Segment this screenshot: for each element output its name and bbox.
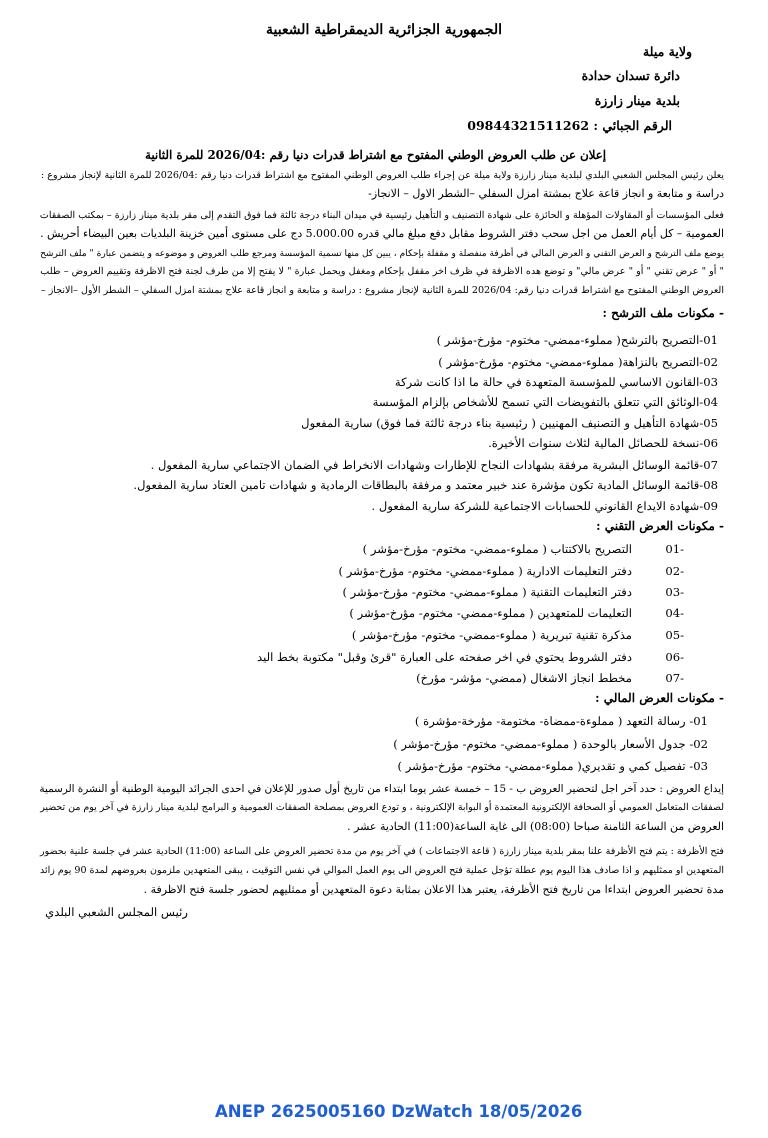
intro-line: يعلن رئيس المجلس الشعبي البلدي لبلدية مينار زارزة ولاية ميلة عن إجراء طلب العروض الوطني المفتوح مع اشتراط قدرات دنيا رقم :2026/04 للمرة الثانية لإنجاز مشروع : [41,170,724,181]
financial-heading: - مكونات العرض المالي : [595,691,724,705]
intro-line: يوضع ملف الترشح و العرض التقني و العرض المالي في أظرفة منفصلة و مقفلة بإحكام ، يبين كل منها تسمية المؤسسة ومرجع طلب العروض و موضوعه و يتضمن عبارة " ملف الترشح [40,249,724,259]
technical-item-number: -06 [665,650,684,664]
technical-item-text: مذكرة تقنية تبريرية ( مملوء-ممضي- مختوم- مؤرخ-مؤشر ) [351,628,632,642]
technical-item-text: دفتر التعليمات التقنية ( مملوء-ممضي- مختوم- مؤرخ-مؤشر ) [342,585,632,599]
technical-item-text: دفتر التعليمات الادارية ( مملوء-ممضي- مختوم- مؤرخ-مؤشر ) [338,564,632,578]
technical-item-number: -02 [665,564,684,578]
intro-line: " أو " عرض تقني " أو " عرض مالي" و توضع هده الاظرفة في ظرف اخر مقفل بإحكام ومغفل ويحمل عبارة " لا يفتح إلا من طرف لجنة فتح الاظرفة وتقييم العروض – طلب [40,266,724,277]
financial-item: 03- تفصيل كمي و تقديري( مملوء-ممضي- مختوم- مؤرخ-مؤشر ) [397,759,708,773]
technical-heading: - مكونات العرض التقني : [596,519,724,533]
technical-item-text: التصريح بالاكتتاب ( مملوء-ممضي- مختوم- مؤرخ-مؤشر ) [362,542,632,556]
candidacy-item: 01-التصريح بالترشح( مملوء-ممضي- مختوم- مؤرخ-مؤشر ) [436,333,718,347]
technical-item-text: التعليمات للمتعهدين ( مملوء-ممضي- مختوم- مؤرخ-مؤشر ) [349,606,632,620]
candidacy-heading: - مكونات ملف الترشح : [602,306,724,320]
candidacy-item: 05-شهادة التأهيل و التصنيف المهنيين ( رئيسية بناء درجة ثالثة فما فوق) سارية المفعول [301,416,718,430]
technical-item-number: -01 [665,542,684,556]
financial-item: 01- رسالة التعهد ( مملوءة-ممضاة- مختومة- مؤرخة-مؤشرة ) [414,714,708,728]
wilaya-name: ولاية ميلة [642,44,692,59]
candidacy-item: 07-قائمة الوسائل البشرية مرفقة بشهادات النجاح للإطارات وشهادات الانخراط في الضمان الاجتماعي سارية المفعول . [150,458,718,472]
candidacy-item: 08-قائمة الوسائل المادية تكون مؤشرة عند خبير معتمد و مرفقة بالبطاقات الرمادية و شهادات تامين العتاد سارية المفعول. [133,478,718,492]
notice-title: إعلان عن طلب العروض الوطني المفتوح مع اشتراط قدرات دنيا رقم :2026/04 للمرة الثانية [145,148,606,162]
publication-reference: ANEP 2625005160 DzWatch 18/05/2026 [215,1102,583,1121]
intro-line: العروض الوطني المفتوح مع اشتراط قدرات دنيا رقم: 2026/04 للمرة الثانية لإنجاز مشروع : دراسة و متابعة و انجاز قاعة علاج بمشتة امزل السفلي – الشطر الأول –الانجاز – [40,285,724,296]
technical-item-text: مخطط انجاز الاشغال (ممضي- مؤشر- مؤرخ) [416,671,632,685]
technical-item-number: -03 [665,585,684,599]
signature-title: رئيس المجلس الشعبي البلدي [45,905,188,919]
deposit-line: لصفقات المتعامل العمومي أو الصحافة الإلكترونية المعتمدة أو البوابة الإلكترونية ، و تودع العروض بمصلحة الصفقات العمومية و البرامج لبلدية مينار زارزة في آخر يوم من تحضير [40,802,724,813]
candidacy-item: 02-التصريح بالنزاهة( مملوء-ممضي- مختوم- مؤرخ-مؤشر ) [438,355,718,369]
opening-line: مدة تحضير العروض ابتداءا من تاريخ فتح الأظرفة، يعتبر هذا الاعلان بمثابة دعوة المتعهدين أو ممثليهم لحضور جلسة فتح الاظرفة . [143,883,724,896]
candidacy-item: 03-القانون الاساسي للمؤسسة المتعهدة في حالة ما اذا كانت شركة [394,375,718,389]
technical-item-number: -04 [665,606,684,620]
opening-line: فتح الأظرفة : يتم فتح الأظرفة علنا بمقر بلدية مينار زارزة ( قاعة الاجتماعات ) في آخر يوم من مدة تحضير العروض على الساعة (11:00) الحادية عشر في جلسة علنية بحضور [40,846,724,857]
daira-name: دائرة تسدان حدادة [581,68,680,83]
deposit-line: العروض من الساعة الثامنة صباحا (08:00) الى غاية الساعة(11:00) الحادية عشر . [347,820,724,833]
fiscal-id: الرقم الجبائي : 09844321511262 [467,118,672,133]
candidacy-item: 04-الوثائق التي تتعلق بالتفويضات التي تسمح للأشخاص بإلزام المؤسسة [372,395,718,409]
intro-line: فعلى المؤسسات أو المقاولات المؤهلة و الحائزة على شهادة التصنيف و التأهيل رئيسية في ميدان البناء درجة ثالثة فما فوق التقدم إلى مقر بلدية مينار زارزة – بمكتب الصفقات [39,210,724,221]
financial-item: 02- جدول الأسعار بالوحدة ( مملوء-ممضي- مختوم- مؤرخ-مؤشر ) [393,737,708,751]
technical-item-number: -07 [665,671,684,685]
technical-item-text: دفتر الشروط يحتوي في اخر صفحته على العبارة "قرئ وقبل" مكتوبة بخط اليد [257,650,632,664]
republic-heading: الجمهورية الجزائرية الديمقراطية الشعبية [265,22,502,38]
commune-name: بلدية مينار زارزة [594,93,680,108]
technical-item-number: -05 [665,628,684,642]
candidacy-item: 06-نسخة للحصائل المالية لثلاث سنوات الأخيرة. [488,436,718,450]
intro-line: دراسة و متابعة و انجاز قاعة علاج بمشتة امزل السفلي –الشطر الاول – الانجاز- [368,187,724,200]
deposit-line: إيداع العروض : حدد آخر اجل لتحضير العروض ب - 15 – خمسة عشر يوما ابتداء من تاريخ أول صدور للإعلان في احدى الجرائد اليومية الوطنية أو النشرة الرسمية [39,783,724,795]
candidacy-item: 09-شهادة الايداع القانوني للحسابات الاجتماعية للشركة سارية المفعول . [371,499,718,513]
opening-line: المتعهدين او ممثليهم و اذا صادف هذا اليوم يوم عطلة تؤجل عملية فتح العروض الى يوم العمل الموالي في نفس التوقيت ، يبقى المتعهدين ملزمون بعروضهم لمدة 90 يوم زائد [39,865,724,876]
intro-line: العمومية – كل أيام العمل من اجل سحب دفتر الشروط مقابل دفع مبلغ مالي قدره 5.000.00 دج على مستوى أمين خزينة البلديات بعين البيضاء أحريش . [40,227,724,240]
